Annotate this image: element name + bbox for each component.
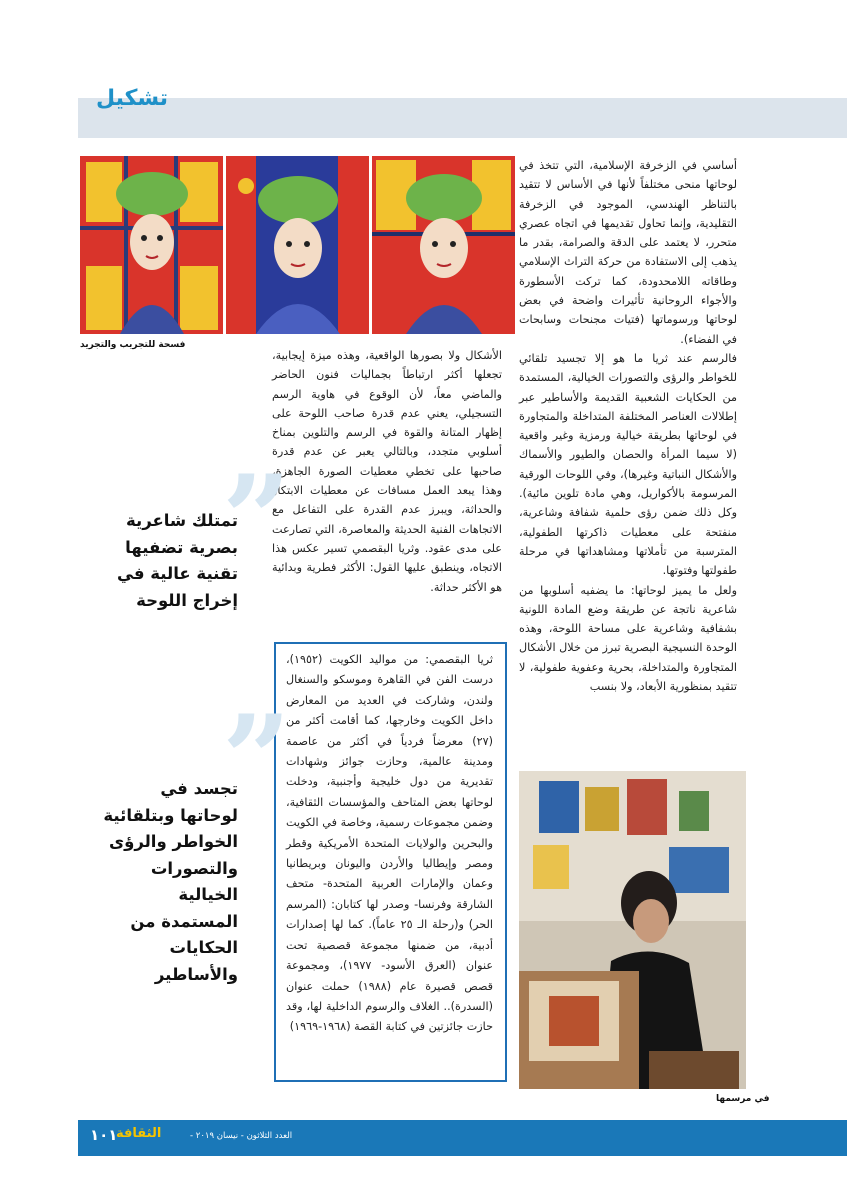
pull-quote: تجسد في لوحاتها وبتلقائية الخواطر والرؤى والتصورات الخيالية المستمدة من الحكايات والأساطير	[103, 779, 238, 984]
quote-mark-icon: ”	[222, 689, 292, 830]
magazine-name: الثقافة	[116, 1126, 162, 1141]
article-paragraph: أساسي في الزخرفة الإسلامية، التي تتخذ في لوحاتها منحى مختلفاً لأنها في الأساس لا تتقيد بالتناظر الهندسي، الموجود في الزخرفة التقليدية، وإنما تحاول تقديمها في اتجاه عصري متحرر، لا يعتمد على الدقة والصرامة، بقدر ما يذهب إلى الاستفادة من حركة التراث الإسلامي وطاقاته اللامحدودة، كما تركت الأسطورة والأجواء الروحانية تأثيرات واضحة في بعض لوحاتها ورسوماتها (فتيات مجنحات وسابحات في الفضاء).	[519, 159, 737, 346]
painting-image-left	[80, 156, 223, 334]
header-band	[78, 98, 847, 138]
article-paragraph: ولعل ما يميز لوحاتها: ما يضفيه أسلوبها من شاعرية ناتجة عن طريقة وضع المادة اللونية بشفافية وشاعرية على مساحة اللوحة، وهذه الوحدة النسيجية البصرية تبرز من خلال الأشكال المتجاورة والمتداخلة، بحرية وعفوية طفولية، لا تتقيد بمنظورية الأبعاد، ولا بنسب	[519, 583, 737, 694]
artist-studio-photo	[519, 771, 746, 1089]
section-title: تشكيل	[96, 86, 169, 111]
article-right-column	[519, 156, 737, 696]
article-paragraph: فالرسم عند ثريا ما هو إلا تجسيد تلقائي للخواطر والرؤى والتصورات الخيالية، المستمدة من الحكايات الشعبية القديمة والأساطير عبر إطلالات العناصر المختلفة المتداخلة والمتجاورة في لوحاتها بطريقة خيالية ورمزية وغير واقعية (لا سيما المرأة والحصان والطيور والأسماك والأشكال النباتية وغيرها)، وفي اللوحات الورقية المرسومة بالأكواريل، وهي مادة تلوين مائية). وكل ذلك ضمن رؤى حلمية شفافة وشاعرية، منفتحة على معطيات ذاكرتها الطفولية، المترسبة من تأملاتها ومشاهداتها في مرحلة طفولتها وفتوتها.	[519, 351, 737, 578]
article-paragraph: الأشكال ولا بصورها الواقعية، وهذه ميزة إيجابية، تجعلها أكثر ارتباطاً بجماليات فنون الحاضر والماضي معاً، لأن الوقوع في هاوية الرسم التسجيلي، يعني عدم قدرة صاحب اللوحة على إظهار المتانة والقوة في الرسم والتلوين بمناخ أسلوبي متجدد، وبالتالي يعبر عن عدم قدرة صاحبها على تخطي معطيات الصورة الجاهزة، وهذا يبعد العمل مسافات عن معطيات الابتكار والحداثة، ويبرز عدم القدرة على التفاعل مع الاتجاهات الفنية الحديثة والمعاصرة، التي تصارعت على مدى عقود. وثريا البقصمي تسير عكس هذا الاتجاه، وينطبق عليها القول: الأكثر فطرية وبدائية هو الأكثر حداثة.	[272, 349, 502, 594]
issue-info: العدد الثلاثون - نيسان ٢٠١٩ -	[190, 1131, 293, 1141]
artist-bio-box	[274, 642, 507, 1082]
article-middle-column	[272, 346, 502, 597]
painting-image-middle	[226, 156, 369, 334]
painting-image-right	[372, 156, 515, 334]
paintings-caption: فسحة للتجريب والتجريد	[80, 340, 186, 350]
photo-caption: في مرسمها	[716, 1094, 770, 1104]
artist-bio-text: ثريا البقصمي: من مواليد الكويت (١٩٥٢)، درست الفن في القاهرة وموسكو والسنغال ولندن، وشاركت في العديد من المعارض داخل الكويت وخارجها، كما أقامت أكثر من (٢٧) معرضاً فردياً في أكثر من عاصمة ومدينة عالمية، وحازت جوائز وشهادات تقديرية من دول خليجية وأجنبية، ودخلت لوحاتها بعض المتاحف والمؤسسات الثقافية، وضمن مجموعات رسمية، وخاصة في الكويت والبحرين والولايات المتحدة الأمريكية وقطر ومصر وإيطاليا والأردن واليونان وبريطانيا وعمان والإمارات العربية المتحدة- متحف الشارقة وفرنسا- وصدر لها كتابان: (المرسم الحر) و(رحلة الـ ٢٥ عاماً). كما لها إصدارات أدبية، من ضمنها مجموعة قصصية تحت عنوان (العرق الأسود- ١٩٧٧)، ومجموعة قصص قصيرة عام (١٩٨٨) حملت عنوان (السدرة).. الغلاف والرسوم الداخلية لها، وقد حازت جائزتين في كتابة القصة (١٩٦٨-١٩٦٩)	[286, 653, 493, 1034]
quote-mark-icon: ”	[222, 449, 292, 590]
pull-quote: تمتلك شاعرية بصرية تضفيها تقنية عالية في إخراج اللوحة	[117, 511, 238, 610]
page-number: ١٠١	[90, 1126, 118, 1144]
